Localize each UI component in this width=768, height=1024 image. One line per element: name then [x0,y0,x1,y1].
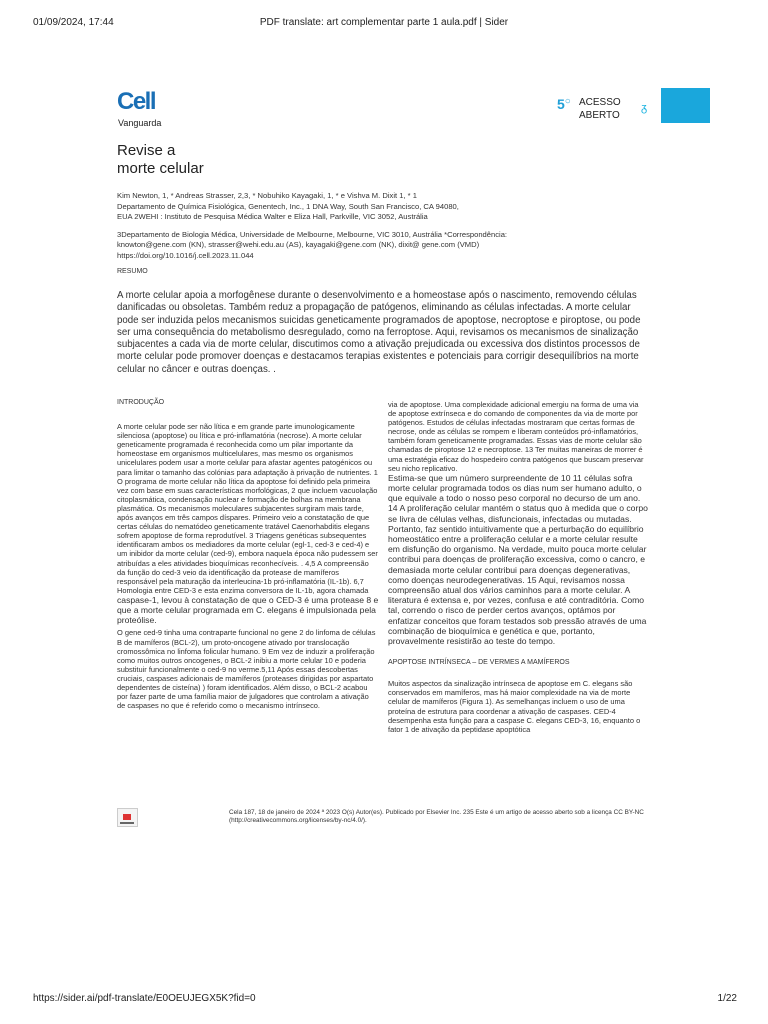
right-column [388,400,648,734]
article-title: Revise a morte celular [117,142,204,177]
print-date: 01/09/2024, 17:44 [33,17,114,28]
section-heading-apoptosis: APOPTOSE INTRÍNSECA – DE VERMES A MAMÍFEROS [388,659,570,667]
print-title: PDF translate: art complementar parte 1 aula.pdf | Sider [259,17,509,28]
doi-link[interactable]: https://doi.org/10.1016/j.cell.2023.11.044 [117,250,254,260]
abstract-heading: RESUMO [117,268,148,275]
cell-logo: Cell [117,88,156,115]
author-line: Kim Newton, 1, * Andreas Strasser, 2,3, * Nobuhiko Kayagaki, 1, * e Vishva M. Dixit 1, * 1 [117,191,417,200]
correspondence-line: knowton@gene.com (KN), strasser@wehi.edu.au (AS), kayagaki@gene.com (NK), dixit@ gene.com (VMD) [117,240,480,250]
print-page-number: 1/22 [717,993,737,1004]
affiliation-line: Departamento de Química Fisiológica, Genentech, Inc., 1 DNA Way, South San Francisco, CA 94080, [117,201,459,211]
author-block [117,191,557,262]
paragraph: via de apoptose. Uma complexidade adicional emergiu na forma de uma via de apoptose extrínseca e do comando de componentes da via de morte por patógenos. Estudos de células infectadas mostraram que certas formas de necrose, onde as células se rompem e liberam conteúdos pró-inflamatórios, também foram geneticamente programadas. Essas vias de morte celular são chamadas de piroptose 12 e necroptose. 13 Ter muitas maneiras de morrer é uma estratégia eficaz do hospedeiro contra patógenos que buscam preservar seu nicho replicativo. [388,400,644,473]
elsevier-logo-icon [117,808,138,827]
left-column [117,398,379,710]
open-lock-icon: ᵹ [641,102,648,114]
paragraph: Estima-se que um número surpreendente de 10 11 células sofra morte celular programada todos os dias num ser humano adulto, o que equivale a todo o nosso peso corporal no decurso de um ano. 14 A proliferação celular mantém o status quo à medida que o corpo se livra de células velhas, disfuncionais, infectadas ou mutadas. Portanto, faz sentido intuitivamente que a perturbação do equilíbrio homeostático entre a proliferação celular e a morte celular resulte em disfunção do organismo. Na verdade, muito pouca morte celular contribui para doenças de proliferação excessiva, como o cancro, e demasiada morte celular contribui para doenças degenerativas, como doenças neurodegenerativas. 15 Aqui, revisamos nossa compreensão atual dos vários caminhos para a morte celular. A literatura é extensa e, por vezes, confusa e até contraditória. Como tal, correndo o risco de perder certos avanços, optámos por enfatizar conceitos que foram testados sob pressão através de uma combinação de bioquímica e genética e que, portanto, provavelmente resistirão ao teste do tempo. [388,472,648,646]
abstract-text: A morte celular apoia a morfogênese durante o desenvolvimento e a homeostase após o nascimento, removendo células danificadas ou obsoletas. Também reduz a propagação de patógenos, eliminando as células infectadas. A morte celular pode ser induzida pelos mecanismos suicidas geneticamente programados de apoptose, necroptose e piroptose, ou pode ser uma consequência do metabolismo desregulado, como na ferroptose. Aqui, revisamos os mecanismos de sinalização subjacentes a cada via de morte celular, discutimos como a ativação prejudicada ou excessiva dos distintos processos de morte celular pode promover doenças e destacamos terapias existentes e potenciais para corrigir desequilíbrios na morte celular no câncer e outras doenças. . [117,290,641,375]
print-url: https://sider.ai/pdf-translate/E0OEUJEGX5K?fid=0 [33,993,256,1004]
affiliation-line: EUA 2WEHI : Instituto de Pesquisa Médica Walter e Eliza Hall, Parkville, VIC 3052, Austrália [117,212,428,222]
paragraph: O gene ced-9 tinha uma contraparte funcional no gene 2 do linfoma de células B de mamíferos (BCL-2), um proto-oncogene ativado por translocação cromossômica no linfoma folicular humano. 9 Em vez de induzir a proliferação como muitos outros oncogenes, o BCL-2 inibiu a morte celular 10 e poderia substituir funcionalmente o ced-9 no verme.5,11 Após essas descobertas cruciais, caspases adicionais de mamíferos (proteases dirigidas por aspartato dependentes de cisteína) ) foram identificados. Além disso, o BCL-2 acabou por fazer parte de uma família maior de julgadores que controlam a ativação de caspases no que é referido como o mecanismo intrínseco. [117,628,376,711]
paragraph: caspase-1, levou à constatação de que o CED-3 é uma protease 8 e que a morte celular programada em C. elegans é impulsionada pela proteólise. [117,594,379,626]
journal-badge [661,88,710,123]
section-label: Vanguarda [118,118,162,128]
open-access-label: ACESSO ABERTO [579,97,621,121]
open-access-icon: 5○ [557,96,571,112]
affiliation-line: 3Departamento de Biologia Médica, Universidade de Melbourne, Melbourne, VIC 3010, Austrália *Correspondência: [117,229,508,239]
paragraph: A morte celular pode ser não lítica e em grande parte imunologicamente silenciosa (apoptose) ou lítica e pró-inflamatória (necrose). A morte celular geneticamente programada é reconhecida como um pilar importante da homeostase em organismos multicelulares, mas mesmo os organismos unicelulares podem usar a morte celular para afastar agentes patogénicos ou para limitar o tamanho das colónias para adaptação à privação de nutrientes. 1 O programa de morte celular não lítica da apoptose foi definido pela primeira vez com base em suas características morfológicas, 2 que incluem vacuolação citoplasmática, condensação nuclear e formação de bolhas na membrana plasmática. Os mecanismos moleculares subjacentes surgiram mais tarde, após avanços em três campos díspares. Primeiro veio a constatação de que certas células do nematódeo geneticamente tratável Caenorhabditis elegans sofrem apoptose de forma reprodutível. 3 Triagens genéticas subsequentes identificaram ambos os mediadores da morte celular (egl-1, ced-3 e ced-4) e um inibidor da morte celular (ced-9), embora naquela época não pudessem ser atribuídas a eles atividades bioquímicas reconhecíveis. . 4,5 A compreensão da função do ced-3 veio da identificação da protease de mamíferos responsável pela maturação da interleucina-1b pró-inflamatória (IL-1b). 6,7 Homologia entre CED-3 e esta enzima conversora de IL-1b, agora chamada [117,422,378,595]
section-heading-intro: INTRODUÇÃO [117,399,165,406]
citation-license: Cela 187, 18 de janeiro de 2024 ª 2023 O(s) Autor(es). Publicado por Elsevier Inc. 235 Este é um artigo de acesso aberto sob a licença CC BY-NC (http://creativecommons.org/licenses/by-nc/4.0/). [229,809,644,825]
paragraph: Muitos aspectos da sinalização intrínseca de apoptose em C. elegans são conservados em mamíferos, mas há maior complexidade na via de morte celular de mamíferos (Figura 1). As semelhanças incluem o uso de uma proteína de estrutura para coordenar a ativação de caspases. CED-4 desempenha esta função para a caspase C. elegans CED-3, 16, enquanto o fator 1 de ativação da peptidase apoptótica [388,679,641,734]
